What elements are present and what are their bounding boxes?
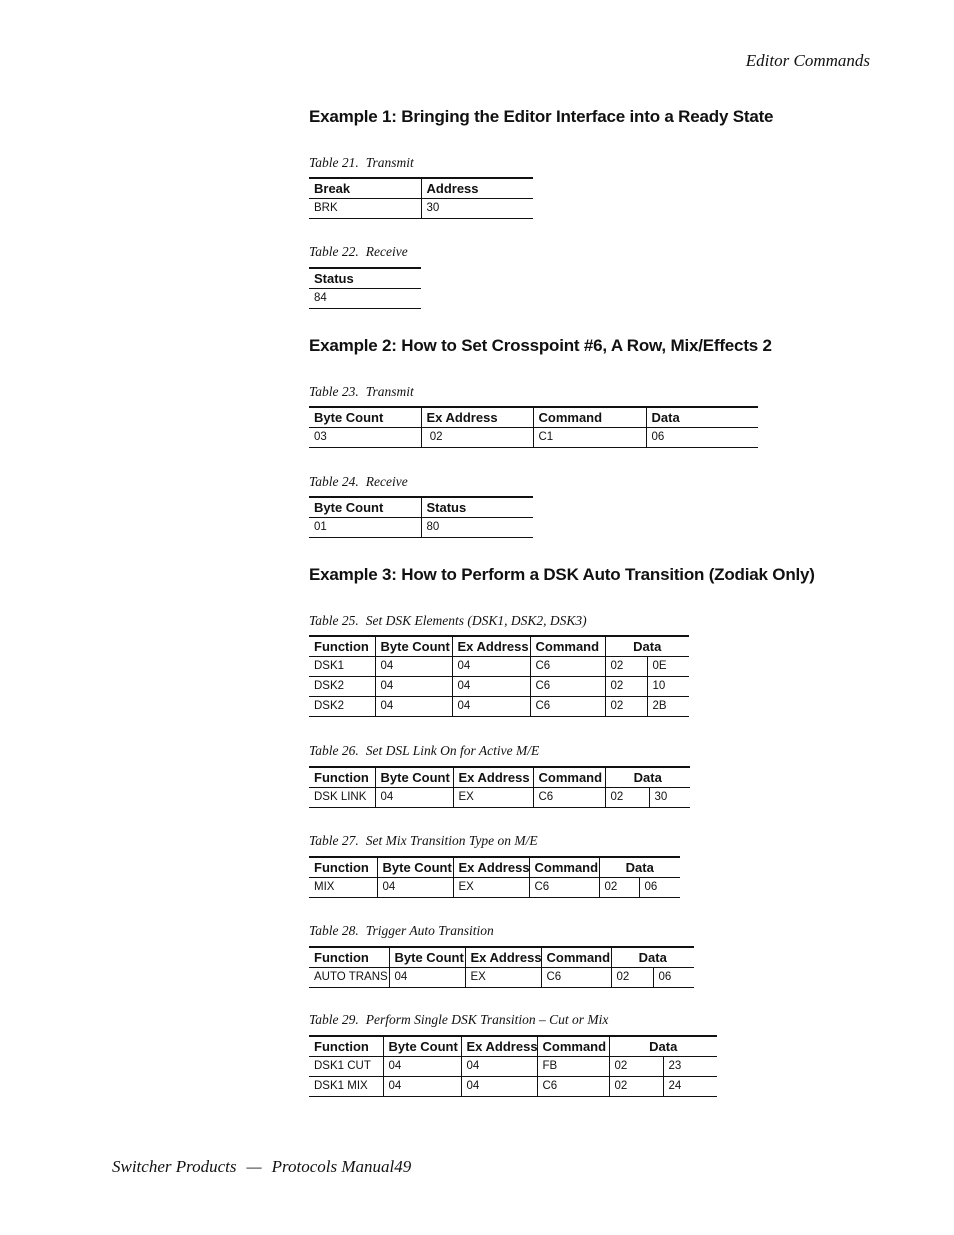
column-header: Function — [309, 767, 375, 788]
table-22-caption — [309, 244, 408, 260]
table-row — [309, 289, 421, 309]
table-header-row — [309, 947, 694, 968]
column-header: Byte Count — [389, 947, 465, 968]
table-26-title: Set DSL Link On for Active M/E — [365, 743, 540, 758]
table-cell: EX — [465, 968, 541, 988]
table-22 — [309, 267, 421, 309]
page-footer — [112, 1157, 411, 1177]
table-cell: DSK2 — [309, 697, 375, 717]
column-header: Data — [605, 636, 689, 657]
table-cell: 24 — [663, 1077, 717, 1097]
table-cell: 04 — [375, 677, 452, 697]
table-28-title: Trigger Auto Transition — [365, 923, 494, 938]
column-header: Ex Address — [465, 947, 541, 968]
table-cell: 10 — [647, 677, 689, 697]
table-cell: 02 — [605, 657, 647, 677]
column-header: Ex Address — [461, 1036, 537, 1057]
table-row — [309, 199, 533, 219]
table-row — [309, 677, 689, 697]
table-22-title: Receive — [365, 244, 408, 259]
table-header-row — [309, 268, 421, 289]
table-row — [309, 1057, 717, 1077]
table-cell: DSK2 — [309, 677, 375, 697]
table-cell: 04 — [375, 788, 453, 808]
column-header: Command — [530, 636, 605, 657]
table-row — [309, 518, 533, 538]
table-cell: AUTO TRANS — [309, 968, 389, 988]
column-header: Status — [421, 497, 533, 518]
table-cell: 06 — [639, 878, 680, 898]
table-cell: 03 — [309, 428, 421, 448]
running-head: Editor Commands — [745, 51, 870, 70]
table-row — [309, 428, 758, 448]
table-row — [309, 878, 680, 898]
table-cell: 02 — [605, 677, 647, 697]
table-cell: DSK1 CUT — [309, 1057, 383, 1077]
column-header: Command — [533, 767, 605, 788]
column-header: Byte Count — [309, 407, 421, 428]
column-header: Data — [646, 407, 758, 428]
table-header-row — [309, 857, 680, 878]
column-header: Address — [421, 178, 533, 199]
table-21-title: Transmit — [365, 155, 414, 170]
table-27-title: Set Mix Transition Type on M/E — [365, 833, 538, 848]
table-cell: 06 — [653, 968, 694, 988]
column-header: Status — [309, 268, 421, 289]
table-24 — [309, 496, 533, 538]
table-cell: 84 — [309, 289, 421, 309]
column-header: Function — [309, 1036, 383, 1057]
table-cell: 04 — [383, 1077, 461, 1097]
column-header: Data — [599, 857, 680, 878]
table-cell: DSK1 MIX — [309, 1077, 383, 1097]
table-cell: MIX — [309, 878, 377, 898]
table-26-number: Table 26. — [309, 743, 359, 758]
table-cell: 04 — [375, 657, 452, 677]
table-29 — [309, 1035, 717, 1097]
table-27 — [309, 856, 680, 898]
table-23-number: Table 23. — [309, 384, 359, 399]
table-cell: 23 — [663, 1057, 717, 1077]
example-2-heading: Example 2: How to Set Crosspoint #6, A Row, Mix/Effects 2 — [309, 336, 772, 355]
table-23 — [309, 406, 758, 448]
table-cell: 01 — [309, 518, 421, 538]
column-header: Byte Count — [377, 857, 453, 878]
table-cell: DSK LINK — [309, 788, 375, 808]
table-29-number: Table 29. — [309, 1012, 359, 1027]
column-header: Command — [533, 407, 646, 428]
table-28-number: Table 28. — [309, 923, 359, 938]
table-22-number: Table 22. — [309, 244, 359, 259]
example-1-heading: Example 1: Bringing the Editor Interface into a Ready State — [309, 107, 774, 126]
table-cell: 02 — [609, 1057, 663, 1077]
table-cell: C6 — [530, 677, 605, 697]
table-21-number: Table 21. — [309, 155, 359, 170]
example-3-heading: Example 3: How to Perform a DSK Auto Transition (Zodiak Only) — [309, 565, 815, 584]
table-header-row — [309, 1036, 717, 1057]
table-25 — [309, 635, 689, 717]
table-header-row — [309, 767, 690, 788]
table-29-title: Perform Single DSK Transition – Cut or Mix — [365, 1012, 609, 1027]
table-cell: DSK1 — [309, 657, 375, 677]
footer-book-title: Switcher Products — [112, 1157, 237, 1176]
table-row — [309, 697, 689, 717]
table-25-title: Set DSK Elements (DSK1, DSK2, DSK3) — [365, 613, 587, 628]
table-row — [309, 1077, 717, 1097]
footer-manual-title: Protocols Manual — [271, 1157, 395, 1176]
table-cell: 02 — [609, 1077, 663, 1097]
table-21-caption — [309, 155, 414, 171]
table-header-row — [309, 407, 758, 428]
column-header: Ex Address — [421, 407, 533, 428]
table-23-caption — [309, 384, 414, 400]
table-cell: C6 — [537, 1077, 609, 1097]
table-row — [309, 788, 690, 808]
table-23-title: Transmit — [365, 384, 414, 399]
column-header: Data — [605, 767, 690, 788]
table-cell: C6 — [529, 878, 599, 898]
table-cell: 2B — [647, 697, 689, 717]
column-header: Ex Address — [453, 767, 533, 788]
table-header-row — [309, 497, 533, 518]
table-cell: 80 — [421, 518, 533, 538]
table-header-row — [309, 636, 689, 657]
table-27-caption — [309, 833, 538, 849]
table-24-number: Table 24. — [309, 474, 359, 489]
table-cell: 06 — [646, 428, 758, 448]
column-header: Function — [309, 947, 389, 968]
table-cell: 02 — [605, 697, 647, 717]
table-cell: 02 — [611, 968, 653, 988]
table-cell: C6 — [541, 968, 611, 988]
table-cell: C6 — [530, 657, 605, 677]
table-cell: 04 — [452, 677, 530, 697]
table-cell: C6 — [533, 788, 605, 808]
column-header: Data — [609, 1036, 717, 1057]
column-header: Command — [537, 1036, 609, 1057]
footer-separator: — — [246, 1157, 262, 1176]
table-cell: BRK — [309, 199, 421, 219]
table-cell: EX — [453, 878, 529, 898]
table-cell: 02 — [421, 428, 533, 448]
table-cell: 04 — [452, 657, 530, 677]
table-row — [309, 968, 694, 988]
column-header: Ex Address — [453, 857, 529, 878]
table-cell: C1 — [533, 428, 646, 448]
table-25-caption — [309, 613, 587, 629]
table-cell: 0E — [647, 657, 689, 677]
column-header: Function — [309, 636, 375, 657]
page-number: 49 — [394, 1157, 412, 1176]
table-28 — [309, 946, 694, 988]
column-header: Command — [541, 947, 611, 968]
column-header: Function — [309, 857, 377, 878]
table-cell: 30 — [649, 788, 690, 808]
column-header: Byte Count — [375, 636, 452, 657]
table-header-row — [309, 178, 533, 199]
table-24-title: Receive — [365, 474, 408, 489]
table-24-caption — [309, 474, 408, 490]
table-27-number: Table 27. — [309, 833, 359, 848]
column-header: Byte Count — [383, 1036, 461, 1057]
table-cell: EX — [453, 788, 533, 808]
column-header: Ex Address — [452, 636, 530, 657]
table-cell: C6 — [530, 697, 605, 717]
table-row — [309, 657, 689, 677]
table-29-caption — [309, 1012, 608, 1028]
table-cell: 04 — [389, 968, 465, 988]
table-26 — [309, 766, 690, 808]
table-cell: 04 — [461, 1057, 537, 1077]
table-cell: FB — [537, 1057, 609, 1077]
table-cell: 02 — [599, 878, 639, 898]
table-cell: 04 — [452, 697, 530, 717]
table-cell: 30 — [421, 199, 533, 219]
table-28-caption — [309, 923, 494, 939]
column-header: Command — [529, 857, 599, 878]
table-cell: 04 — [377, 878, 453, 898]
table-21 — [309, 177, 533, 219]
column-header: Byte Count — [375, 767, 453, 788]
table-cell: 04 — [461, 1077, 537, 1097]
table-25-number: Table 25. — [309, 613, 359, 628]
column-header: Data — [611, 947, 694, 968]
table-cell: 04 — [375, 697, 452, 717]
table-cell: 04 — [383, 1057, 461, 1077]
column-header: Byte Count — [309, 497, 421, 518]
column-header: Break — [309, 178, 421, 199]
table-cell: 02 — [605, 788, 649, 808]
table-26-caption — [309, 743, 539, 759]
